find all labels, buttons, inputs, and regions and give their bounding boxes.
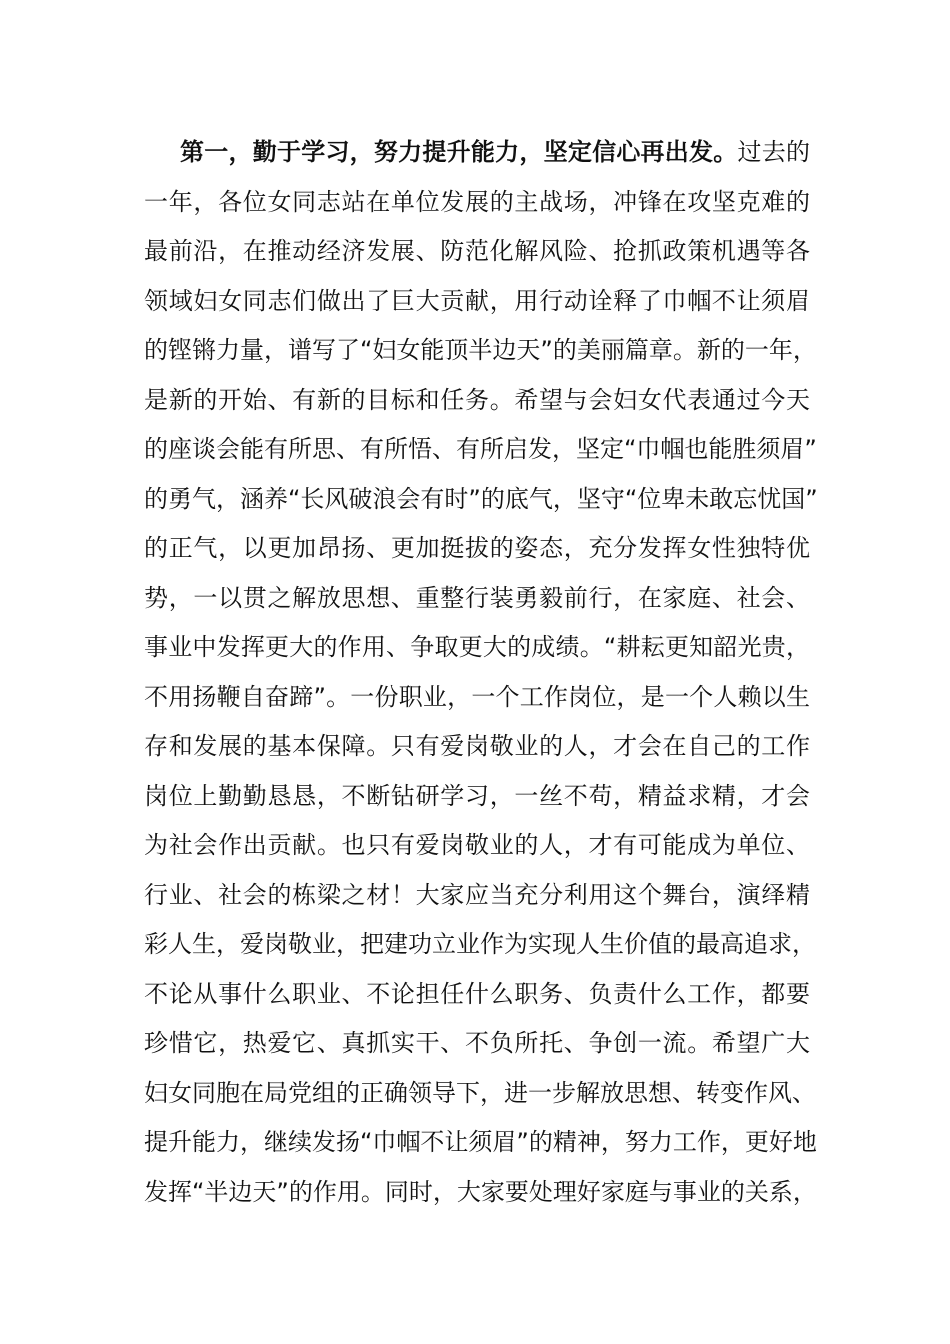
paragraph-line: 势，一以贯之解放思想、重整行装勇毅前行，在家庭、社会、 bbox=[144, 583, 810, 612]
paragraph-line: 不用扬鞭自奋蹄”。一份职业，一个工作岗位，是一个人赖以生 bbox=[144, 682, 810, 711]
paragraph-lead-heading: 第一，勤于学习，努力提升能力，坚定信心再出发。 bbox=[180, 138, 738, 166]
paragraph-line: 一年，各位女同志站在单位发展的主战场，冲锋在攻坚克难的 bbox=[144, 187, 810, 216]
paragraph-line: 发挥“半边天”的作用。同时，大家要处理好家庭与事业的关系， bbox=[144, 1177, 817, 1206]
paragraph-line: 最前沿，在推动经济发展、防范化解风险、抢抓政策机遇等各 bbox=[144, 237, 810, 265]
paragraph-line: 的勇气，涵养“长风破浪会有时”的底气，坚守“位卑未敢忘忧国” bbox=[144, 484, 818, 513]
paragraph-line: 的座谈会能有所思、有所悟、有所启发，坚定“巾帼也能胜须眉” bbox=[144, 435, 817, 463]
paragraph-line: 存和发展的基本保障。只有爱岗敬业的人，才会在自己的工作 bbox=[144, 732, 810, 760]
paragraph-line: 是新的开始、有新的目标和任务。希望与会妇女代表通过今天 bbox=[144, 385, 810, 414]
paragraph-line: 行业、社会的栋梁之材！大家应当充分利用这个舞台，演绎精 bbox=[144, 880, 810, 909]
paragraph-line bbox=[144, 128, 810, 178]
body-paragraph bbox=[144, 128, 818, 1217]
paragraph-line: 的铿锵力量，谱写了“妇女能顶半边天”的美丽篇章。新的一年， bbox=[144, 336, 817, 364]
paragraph-line: 不论从事什么职业、不论担任什么职务、负责什么工作，都要 bbox=[144, 979, 810, 1008]
paragraph-line: 提升能力，继续发扬“巾帼不让须眉”的精神，努力工作，更好地 bbox=[144, 1128, 817, 1156]
paragraph-line: 珍惜它，热爱它、真抓实干、不负所托、争创一流。希望广大 bbox=[144, 1029, 810, 1057]
paragraph-line: 彩人生，爱岗敬业，把建功立业作为实现人生价值的最高追求， bbox=[144, 930, 816, 958]
paragraph-line: 的正气，以更加昂扬、更加挺拔的姿态，充分发挥女性独特优 bbox=[144, 534, 810, 562]
paragraph-line: 领域妇女同志们做出了巨大贡献，用行动诠释了巾帼不让须眉 bbox=[144, 286, 810, 315]
paragraph-line-text: 过去的 bbox=[737, 138, 811, 166]
paragraph-line: 事业中发挥更大的作用、争取更大的成绩。“耕耘更知韶光贵， bbox=[144, 633, 810, 661]
paragraph-line: 为社会作出贡献。也只有爱岗敬业的人，才有可能成为单位、 bbox=[144, 831, 810, 859]
paragraph-line: 妇女同胞在局党组的正确领导下，进一步解放思想、转变作风、 bbox=[144, 1078, 816, 1107]
paragraph-line: 岗位上勤勤恳恳，不断钻研学习，一丝不苟，精益求精，才会 bbox=[144, 781, 810, 810]
